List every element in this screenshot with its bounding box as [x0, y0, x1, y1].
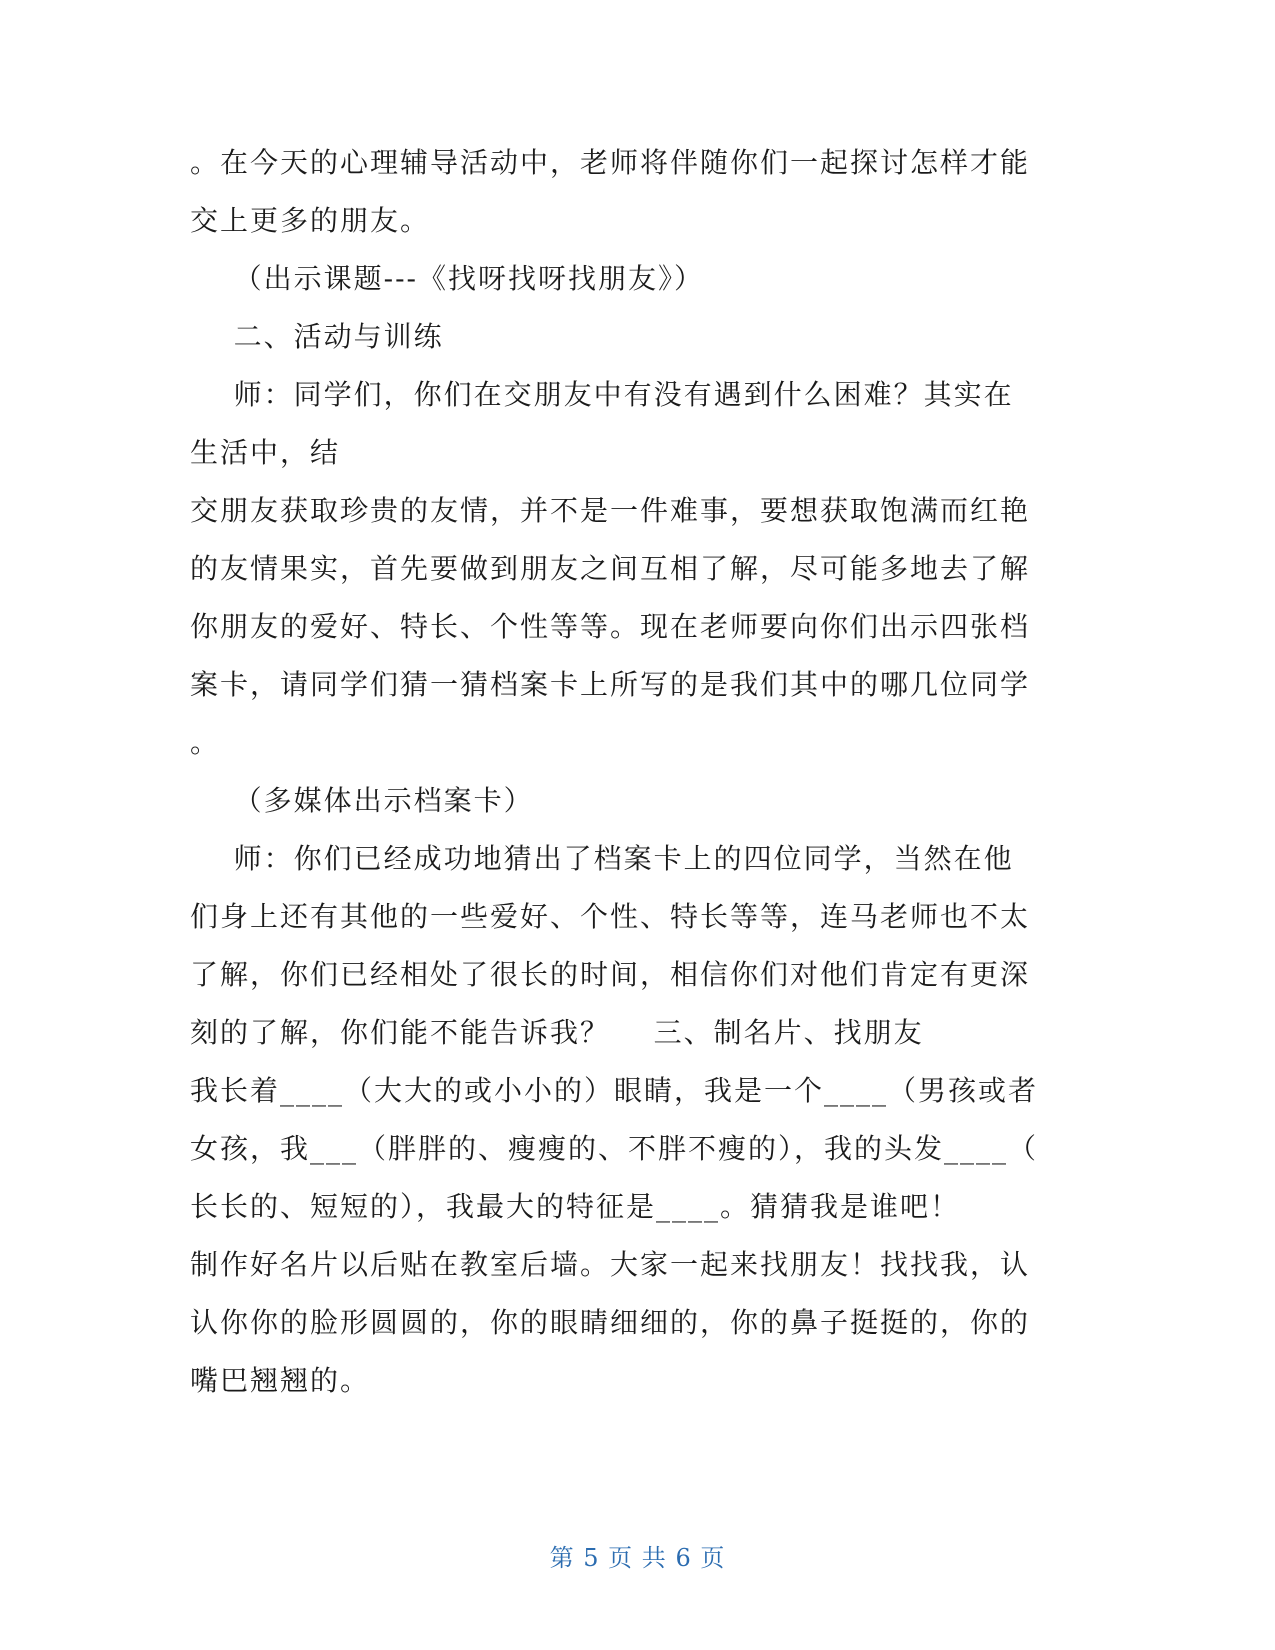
body-text-line: 嘴巴翘翘的。 — [190, 1364, 371, 1397]
body-text-line: 。 — [190, 726, 221, 759]
body-text-line: 们身上还有其他的一些爱好、个性、特长等等，连马老师也不太 — [190, 900, 1031, 933]
body-text-line: 师：同学们，你们在交朋友中有没有遇到什么困难？其实在 — [190, 378, 1014, 411]
body-text-line: 案卡，请同学们猜一猜档案卡上所写的是我们其中的哪几位同学 — [190, 668, 1031, 701]
body-text-line: （多媒体出示档案卡） — [190, 784, 534, 817]
body-text-line: 制作好名片以后贴在教室后墙。大家一起来找朋友！找找我，认 — [190, 1248, 1031, 1281]
body-text-line: 认你你的脸形圆圆的，你的眼睛细细的，你的鼻子挺挺的，你的 — [190, 1306, 1031, 1339]
body-text-line: 生活中，结 — [190, 436, 341, 469]
body-text-line: 刻的了解，你们能不能告诉我？ 三、制名片、找朋友 — [190, 1016, 924, 1049]
body-text-line: 的友情果实，首先要做到朋友之间互相了解，尽可能多地去了解 — [190, 552, 1031, 585]
body-text-line: 长长的、短短的），我最大的特征是____。猜猜我是谁吧！ — [190, 1190, 961, 1223]
body-text-line: 交上更多的朋友。 — [190, 204, 431, 237]
section-heading: 二、活动与训练 — [190, 320, 444, 353]
page-number-footer: 第 5 页 共 6 页 — [549, 1544, 726, 1572]
body-text-line: 我长着____（大大的或小小的）眼睛，我是一个____（男孩或者 — [190, 1074, 1039, 1107]
body-text-line: 师：你们已经成功地猜出了档案卡上的四位同学，当然在他 — [190, 842, 1014, 875]
body-text-line: 你朋友的爱好、特长、个性等等。现在老师要向你们出示四张档 — [190, 610, 1031, 643]
body-text-line: 了解，你们已经相处了很长的时间，相信你们对他们肯定有更深 — [190, 958, 1031, 991]
body-text-line: （出示课题---《找呀找呀找朋友》） — [190, 262, 704, 295]
body-text-line: 女孩，我___（胖胖的、瘦瘦的、不胖不瘦的），我的头发____（ — [190, 1132, 1039, 1165]
body-text-line: 交朋友获取珍贵的友情，并不是一件难事，要想获取饱满而红艳 — [190, 494, 1031, 527]
body-text-line: 。在今天的心理辅导活动中，老师将伴随你们一起探讨怎样才能 — [190, 146, 1031, 179]
